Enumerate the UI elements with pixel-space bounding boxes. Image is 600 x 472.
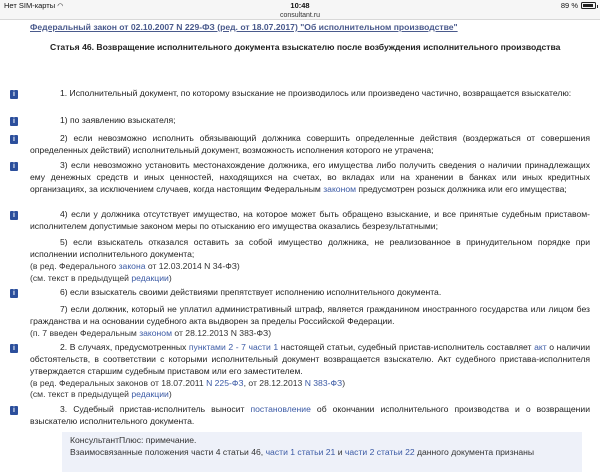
law-link[interactable]: постановление bbox=[250, 404, 311, 414]
paragraph-text: 1. Исполнительный документ, по которому взыскание не производилось или произведено частично, возвращается взыскателю: bbox=[60, 88, 572, 98]
clock: 10:48 bbox=[290, 1, 310, 10]
law-link[interactable]: закона bbox=[118, 260, 146, 271]
law-link[interactable]: пунктами 2 - 7 части 1 bbox=[188, 342, 279, 352]
paragraph-1-5 bbox=[10, 237, 590, 284]
law-link[interactable]: акт bbox=[534, 342, 547, 352]
paragraph-1-3 bbox=[10, 160, 590, 196]
edition-link[interactable]: редакции bbox=[131, 272, 169, 283]
paragraph-3 bbox=[10, 404, 590, 428]
edition-note: (в ред. Федерального закона от 12.03.2014 N 34-ФЗ) bbox=[30, 260, 240, 271]
law-link[interactable]: части 1 статьи 21 bbox=[265, 446, 336, 457]
edition-note: (п. 7 введен Федеральным законом от 28.12.2013 N 383-ФЗ) bbox=[30, 327, 272, 338]
paragraph-1-2 bbox=[10, 133, 590, 157]
document-content[interactable] bbox=[0, 20, 600, 457]
paragraph-1-6 bbox=[10, 287, 590, 299]
note-title: КонсультантПлюс: примечание. bbox=[70, 435, 197, 445]
paragraph-text: 2) если невозможно исполнить обязывающий должника совершить определенные действия (воздержаться от совершения определенных действий) исполнительный документ, возможность исполнения которого не утрачена; bbox=[30, 133, 590, 155]
wifi-icon: ◠ bbox=[57, 3, 64, 10]
battery-icon bbox=[581, 2, 596, 9]
edition-link[interactable]: редакции bbox=[131, 389, 169, 400]
paragraph-text: 3) если невозможно установить местонахождение должника, его имущества либо получить сведения о наличии принадлежащих ему денежных средств и иных ценностей, находящихся на счетах, во вкладах или на хранении в банках или иных кредитных организациях, за исключением случаев, когда настоящим Федеральным законом предусмотрен розыск должника или его имущества; bbox=[30, 160, 590, 194]
paragraph-1 bbox=[10, 88, 590, 100]
info-marker-icon[interactable]: i bbox=[10, 135, 18, 144]
previous-edition-note: (см. текст в предыдущей редакции) bbox=[30, 272, 172, 283]
info-marker-icon[interactable]: i bbox=[10, 90, 18, 99]
paragraph-text: 6) если взыскатель своими действиями препятствует исполнению исполнительного документа. bbox=[60, 287, 442, 297]
law-link[interactable]: законом bbox=[323, 183, 357, 194]
law-link[interactable]: части 2 статьи 22 bbox=[344, 446, 415, 457]
edition-note: (в ред. Федеральных законов от 18.07.2011 N 225-ФЗ, от 28.12.2013 N 383-ФЗ) bbox=[30, 377, 346, 388]
battery-percent: 89 % bbox=[560, 1, 578, 10]
paragraph-text: 3. Судебный пристав-исполнитель выносит постановление об окончании исполнительного производства и о возвращении взыскателю исполнительного документа. bbox=[30, 404, 590, 426]
info-marker-icon[interactable]: i bbox=[10, 162, 18, 171]
paragraph-text: 5) если взыскатель отказался оставить за собой имущество должника, не реализованное в принудительном порядке при исполнении исполнительного документа; bbox=[30, 237, 590, 259]
carrier-label: Нет SIM-карты ◠ bbox=[4, 1, 64, 10]
paragraph-text: 7) если должник, который не уплатил административный штраф, является гражданином иностранного государства или лицом без гражданства и на основании судебного акта выдворен за пределы Российской Федерации. bbox=[30, 304, 590, 326]
info-marker-icon[interactable]: i bbox=[10, 344, 18, 353]
previous-edition-note: (см. текст в предыдущей редакции) bbox=[30, 389, 172, 400]
law-link[interactable]: N 383-ФЗ bbox=[304, 377, 343, 388]
ios-status-bar bbox=[0, 0, 600, 11]
paragraph-1-1 bbox=[10, 115, 590, 127]
address-bar[interactable] bbox=[0, 11, 600, 20]
paragraph-2 bbox=[10, 342, 590, 401]
paragraph-text: 1) по заявлению взыскателя; bbox=[60, 115, 176, 125]
consultant-note-box bbox=[62, 432, 582, 472]
paragraph-1-7 bbox=[10, 304, 590, 340]
article-heading bbox=[10, 42, 590, 54]
info-marker-icon[interactable]: i bbox=[10, 289, 18, 298]
note-text: Взаимосвязанные положения части 4 статьи 46, части 1 статьи 21 и части 2 статьи 22 данного документа признаны bbox=[70, 446, 535, 457]
url-text: consultant.ru bbox=[279, 12, 321, 19]
battery-indicator bbox=[561, 0, 596, 11]
paragraph-text: 4) если у должника отсутствует имущество, на которое может быть обращено взыскание, и все принятые судебным приставом-исполнителем допустимые законом меры по отысканию его имущества оказались безрезультатными; bbox=[30, 209, 590, 231]
info-marker-icon[interactable]: i bbox=[10, 117, 18, 126]
battery-fill bbox=[583, 4, 593, 7]
paragraph-text: 2. В случаях, предусмотренных пунктами 2 - 7 части 1 настоящей статьи, судебный пристав-исполнитель составляет акт о наличии обстоятельств, в соответствии с которыми исполнительный документ возвращается взыскателю. Акт судебного пристава-исполнителя утверждается старшим судебным приставом или его заместителем. bbox=[30, 342, 591, 376]
document-title-link[interactable]: Федеральный закон от 02.10.2007 N 229-ФЗ (ред. от 18.07.2017) "Об исполнительном производстве" bbox=[30, 22, 458, 32]
article-title: Статья 46. Возвращение исполнительного документа взыскателю после возбуждения исполнительного производства bbox=[50, 42, 561, 52]
info-marker-icon[interactable]: i bbox=[10, 211, 18, 220]
paragraph-1-4 bbox=[10, 209, 590, 233]
law-link[interactable]: законом bbox=[139, 327, 172, 338]
law-link[interactable]: N 225-ФЗ bbox=[206, 377, 244, 388]
info-marker-icon[interactable]: i bbox=[10, 406, 18, 415]
